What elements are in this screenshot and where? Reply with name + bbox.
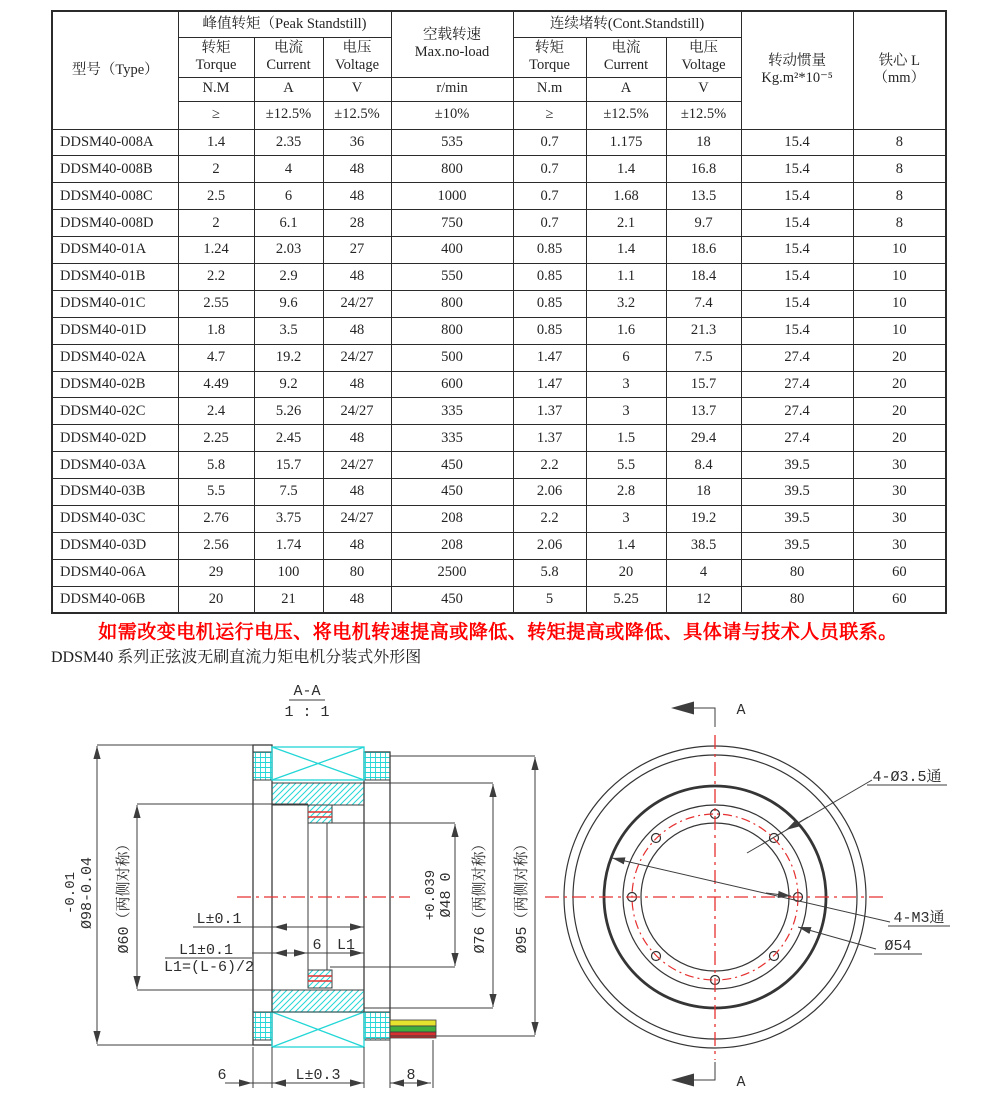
- cell-value: 29.4: [666, 425, 741, 452]
- cell-value: 1.5: [586, 425, 666, 452]
- header-cont-torque: 转矩 Torque: [513, 37, 586, 77]
- tol-peak-torque: ≥: [178, 101, 254, 129]
- cell-value: 0.85: [513, 317, 586, 344]
- winding-bowtie-top: [272, 747, 364, 780]
- cell-value: 15.4: [741, 210, 853, 237]
- header-noload-cn: 空载转速: [423, 27, 482, 44]
- cell-value: 10: [853, 263, 946, 290]
- cell-value: 39.5: [741, 532, 853, 559]
- cell-value: 10: [853, 237, 946, 264]
- table-row: [52, 559, 946, 586]
- cell-value: 800: [391, 156, 513, 183]
- cell-value: 7.5: [666, 344, 741, 371]
- cell-value: 2.03: [254, 237, 323, 264]
- cell-value: 15.7: [666, 371, 741, 398]
- label-d54: Ø54: [884, 938, 912, 955]
- cell-value: 7.5: [254, 479, 323, 506]
- cell-value: 1.74: [254, 532, 323, 559]
- cell-type: DDSM40-02B: [52, 371, 178, 398]
- header-inertia-cn: 转动惯量: [768, 53, 827, 70]
- cell-value: 12: [666, 586, 741, 613]
- header-peak-torque: 转矩 Torque: [178, 37, 254, 77]
- header-peak-voltage: 电压 Voltage: [323, 37, 391, 77]
- cell-value: 550: [391, 263, 513, 290]
- table-row: [52, 210, 946, 237]
- dim-L: L±0.1: [196, 911, 242, 928]
- cell-value: 4.49: [178, 371, 254, 398]
- cell-value: 500: [391, 344, 513, 371]
- cell-value: 21.3: [666, 317, 741, 344]
- cell-value: 2.35: [254, 129, 323, 156]
- cell-value: 24/27: [323, 290, 391, 317]
- cell-value: 0.85: [513, 290, 586, 317]
- cell-value: 5.5: [178, 479, 254, 506]
- cell-value: 1.37: [513, 398, 586, 425]
- cell-value: 0.7: [513, 210, 586, 237]
- tol-peak-voltage: ±12.5%: [323, 101, 391, 129]
- cell-value: 2.55: [178, 290, 254, 317]
- dim-L03: L±0.3: [295, 1067, 341, 1084]
- cell-type: DDSM40-06A: [52, 559, 178, 586]
- cell-value: 9.7: [666, 210, 741, 237]
- tol-cont-current: ±12.5%: [586, 101, 666, 129]
- cell-value: 20: [853, 371, 946, 398]
- winding-grid-block: [253, 1012, 272, 1040]
- header-cont-current: 电流 Current: [586, 37, 666, 77]
- dim-8: 8: [406, 1067, 416, 1084]
- cell-value: 2.2: [513, 452, 586, 479]
- cell-value: 1.37: [513, 425, 586, 452]
- cell-value: 48: [323, 317, 391, 344]
- cell-value: 0.7: [513, 183, 586, 210]
- dim-d76: Ø76（两侧对称）: [472, 836, 489, 954]
- cell-value: 10: [853, 317, 946, 344]
- table-row: [52, 479, 946, 506]
- cell-value: 9.2: [254, 371, 323, 398]
- header-inertia-unit: Kg.m²*10⁻⁵: [761, 70, 833, 87]
- label-holes-m3: 4-M3通: [893, 910, 945, 927]
- cell-type: DDSM40-008B: [52, 156, 178, 183]
- cell-value: 60: [853, 559, 946, 586]
- cell-value: 48: [323, 183, 391, 210]
- cell-value: 335: [391, 425, 513, 452]
- cell-value: 100: [254, 559, 323, 586]
- tol-cont-torque: ≥: [513, 101, 586, 129]
- cell-type: DDSM40-02A: [52, 344, 178, 371]
- winding-bowtie-bottom: [272, 1012, 364, 1047]
- cell-value: 2.25: [178, 425, 254, 452]
- cell-type: DDSM40-03A: [52, 452, 178, 479]
- cell-value: 1.8: [178, 317, 254, 344]
- cell-value: 1.175: [586, 129, 666, 156]
- cell-type: DDSM40-06B: [52, 586, 178, 613]
- cell-value: 5: [513, 586, 586, 613]
- cell-type: DDSM40-01D: [52, 317, 178, 344]
- cell-value: 27.4: [741, 371, 853, 398]
- header-inertia: [741, 11, 853, 129]
- stator-core-top: [272, 783, 364, 805]
- unit-peak-current: A: [254, 77, 323, 101]
- header-cont-voltage: 电压 Voltage: [666, 37, 741, 77]
- cell-value: 27.4: [741, 344, 853, 371]
- cell-value: 27.4: [741, 398, 853, 425]
- cell-value: 1.47: [513, 344, 586, 371]
- cell-value: 48: [323, 479, 391, 506]
- cell-type: DDSM40-01A: [52, 237, 178, 264]
- cell-value: 2.5: [178, 183, 254, 210]
- cell-value: 48: [323, 263, 391, 290]
- cell-type: DDSM40-008A: [52, 129, 178, 156]
- cell-value: 39.5: [741, 452, 853, 479]
- unit-cont-torque: N.m: [513, 77, 586, 101]
- cell-value: 30: [853, 505, 946, 532]
- section-cut-bottom: [671, 1062, 746, 1091]
- cell-value: 3.5: [254, 317, 323, 344]
- table-row: [52, 183, 946, 210]
- cell-value: 8: [853, 129, 946, 156]
- cell-value: 1.4: [586, 237, 666, 264]
- cell-value: 750: [391, 210, 513, 237]
- dim-flange-6: 6: [217, 1067, 227, 1084]
- cell-type: DDSM40-02D: [52, 425, 178, 452]
- table-row: [52, 505, 946, 532]
- cell-value: 30: [853, 452, 946, 479]
- cell-value: 20: [853, 425, 946, 452]
- cell-value: 3: [586, 505, 666, 532]
- cell-value: 6: [254, 183, 323, 210]
- dim-slot-width: 6: [312, 937, 322, 954]
- cell-value: 48: [323, 425, 391, 452]
- cell-value: 18: [666, 479, 741, 506]
- cell-value: 19.2: [254, 344, 323, 371]
- section-view: [63, 683, 535, 1088]
- cell-value: 30: [853, 532, 946, 559]
- cell-value: 1.4: [586, 156, 666, 183]
- cell-value: 15.4: [741, 263, 853, 290]
- cell-value: 800: [391, 290, 513, 317]
- cell-value: 5.26: [254, 398, 323, 425]
- cell-value: 0.7: [513, 129, 586, 156]
- cell-value: 4.7: [178, 344, 254, 371]
- cell-value: 2.2: [513, 505, 586, 532]
- table-row: [52, 317, 946, 344]
- winding-grid-block: [253, 752, 272, 780]
- table-row: [52, 263, 946, 290]
- header-core-cn: 铁心 L: [878, 53, 921, 70]
- spec-table-body: [52, 129, 946, 613]
- cell-type: DDSM40-008C: [52, 183, 178, 210]
- unit-cont-voltage: V: [666, 77, 741, 101]
- tol-cont-voltage: ±12.5%: [666, 101, 741, 129]
- cell-type: DDSM40-02C: [52, 398, 178, 425]
- cell-value: 15.4: [741, 129, 853, 156]
- cell-value: 2500: [391, 559, 513, 586]
- spec-table: [51, 10, 947, 614]
- dim-L1-short: L1: [336, 937, 356, 954]
- tol-noload: ±10%: [391, 101, 513, 129]
- table-row: [52, 371, 946, 398]
- cell-type: DDSM40-03C: [52, 505, 178, 532]
- table-row: [52, 532, 946, 559]
- section-cut-top: [671, 702, 746, 728]
- dim-d98-tolerance: -0.01: [63, 871, 79, 915]
- voltage-change-notice: 如需改变电机运行电压、将电机转速提高或降低、转矩提高或降低、具体请与技术人员联系。: [98, 622, 898, 643]
- header-core: [853, 11, 946, 129]
- cell-value: 27: [323, 237, 391, 264]
- cell-value: 1000: [391, 183, 513, 210]
- cell-value: 48: [323, 371, 391, 398]
- cell-value: 15.4: [741, 317, 853, 344]
- rotor-notch-bottom: [308, 970, 332, 988]
- cell-value: 15.4: [741, 290, 853, 317]
- cell-value: 208: [391, 532, 513, 559]
- cell-value: 2.06: [513, 479, 586, 506]
- unit-peak-voltage: V: [323, 77, 391, 101]
- section-scale: 1 : 1: [284, 704, 330, 721]
- section-title: A-A: [293, 683, 321, 700]
- cell-value: 1.6: [586, 317, 666, 344]
- winding-grid-block: [364, 1012, 390, 1040]
- cell-value: 28: [323, 210, 391, 237]
- cell-value: 48: [323, 586, 391, 613]
- cell-value: 9.6: [254, 290, 323, 317]
- cell-value: 2.2: [178, 263, 254, 290]
- header-noload: [391, 11, 513, 77]
- lead-wires-block: [390, 1020, 436, 1038]
- cell-value: 24/27: [323, 344, 391, 371]
- table-row: [52, 129, 946, 156]
- cell-value: 18.4: [666, 263, 741, 290]
- cell-value: 15.4: [741, 183, 853, 210]
- cell-value: 4: [254, 156, 323, 183]
- cell-value: 20: [178, 586, 254, 613]
- cell-value: 450: [391, 452, 513, 479]
- unit-peak-torque: N.M: [178, 77, 254, 101]
- cell-value: 2.9: [254, 263, 323, 290]
- cell-value: 21: [254, 586, 323, 613]
- cell-value: 5.8: [513, 559, 586, 586]
- cell-value: 20: [853, 398, 946, 425]
- cell-value: 450: [391, 586, 513, 613]
- cell-value: 2.76: [178, 505, 254, 532]
- table-row: [52, 586, 946, 613]
- dim-d98: Ø98-0.04: [79, 856, 96, 930]
- cell-value: 4: [666, 559, 741, 586]
- cell-value: 2.45: [254, 425, 323, 452]
- cell-value: 3: [586, 371, 666, 398]
- cell-type: DDSM40-008D: [52, 210, 178, 237]
- right-end-plate: [364, 752, 390, 1038]
- cell-value: 7.4: [666, 290, 741, 317]
- outline-drawing-caption: DDSM40 系列正弦波无刷直流力矩电机分装式外形图: [51, 649, 422, 666]
- cell-value: 6.1: [254, 210, 323, 237]
- cell-value: 24/27: [323, 505, 391, 532]
- cell-value: 2.8: [586, 479, 666, 506]
- table-row: [52, 237, 946, 264]
- dim-d48: Ø48 0: [438, 872, 455, 918]
- cell-value: 2.56: [178, 532, 254, 559]
- cell-value: 2.4: [178, 398, 254, 425]
- cell-value: 6: [586, 344, 666, 371]
- cell-value: 208: [391, 505, 513, 532]
- cell-value: 2: [178, 210, 254, 237]
- cell-value: 0.85: [513, 237, 586, 264]
- cell-value: 5.5: [586, 452, 666, 479]
- cell-value: 8.4: [666, 452, 741, 479]
- cell-value: 335: [391, 398, 513, 425]
- cell-value: 24/27: [323, 452, 391, 479]
- cell-value: 27.4: [741, 425, 853, 452]
- cell-value: 30: [853, 479, 946, 506]
- rotor-notch-top: [308, 805, 332, 823]
- cell-value: 800: [391, 317, 513, 344]
- cell-value: 1.4: [178, 129, 254, 156]
- header-type: 型号（Type）: [52, 11, 178, 129]
- cell-value: 39.5: [741, 479, 853, 506]
- cell-value: 2: [178, 156, 254, 183]
- cell-value: 24/27: [323, 398, 391, 425]
- cell-value: 20: [586, 559, 666, 586]
- cell-value: 18.6: [666, 237, 741, 264]
- cell-value: 80: [741, 586, 853, 613]
- dim-d95: Ø95（两侧对称）: [514, 836, 531, 954]
- table-row: [52, 290, 946, 317]
- cell-value: 1.4: [586, 532, 666, 559]
- winding-grid-block: [364, 752, 390, 780]
- dim-L1: L1±0.1: [178, 942, 234, 959]
- cell-value: 400: [391, 237, 513, 264]
- outline-drawing: [0, 677, 1000, 1112]
- cell-value: 600: [391, 371, 513, 398]
- cell-value: 1.68: [586, 183, 666, 210]
- cell-value: 1.24: [178, 237, 254, 264]
- cell-value: 15.4: [741, 237, 853, 264]
- cell-value: 450: [391, 479, 513, 506]
- left-flange-plate: [253, 745, 272, 1045]
- cell-value: 0.85: [513, 263, 586, 290]
- cell-value: 36: [323, 129, 391, 156]
- cell-value: 3.2: [586, 290, 666, 317]
- cell-value: 5.8: [178, 452, 254, 479]
- cell-value: 29: [178, 559, 254, 586]
- cell-value: 2.06: [513, 532, 586, 559]
- dim-d48-tolerance: +0.039: [423, 869, 439, 921]
- unit-noload: r/min: [391, 77, 513, 101]
- cell-value: 18: [666, 129, 741, 156]
- header-noload-en: Max.no-load: [414, 44, 490, 61]
- table-row: [52, 452, 946, 479]
- cell-value: 3.75: [254, 505, 323, 532]
- cell-value: 2.1: [586, 210, 666, 237]
- cell-value: 39.5: [741, 505, 853, 532]
- cell-value: 10: [853, 290, 946, 317]
- cell-type: DDSM40-03D: [52, 532, 178, 559]
- table-row: [52, 398, 946, 425]
- cell-value: 19.2: [666, 505, 741, 532]
- header-peak-group: 峰值转矩（Peak Standstill): [178, 11, 391, 37]
- cell-value: 8: [853, 156, 946, 183]
- spec-table-header: [52, 11, 946, 129]
- cell-value: 1.47: [513, 371, 586, 398]
- stator-core-bottom: [272, 990, 364, 1012]
- header-peak-current: 电流 Current: [254, 37, 323, 77]
- header-core-unit: （mm）: [873, 70, 926, 87]
- cell-value: 15.7: [254, 452, 323, 479]
- table-row: [52, 344, 946, 371]
- cut-label-top: A: [736, 702, 746, 719]
- cell-value: 48: [323, 156, 391, 183]
- dim-d60: Ø60（两侧对称）: [116, 836, 133, 954]
- cell-type: DDSM40-01C: [52, 290, 178, 317]
- cell-value: 80: [741, 559, 853, 586]
- cell-value: 3: [586, 398, 666, 425]
- cell-value: 535: [391, 129, 513, 156]
- cell-value: 8: [853, 183, 946, 210]
- cell-value: 16.8: [666, 156, 741, 183]
- cell-value: 60: [853, 586, 946, 613]
- unit-cont-current: A: [586, 77, 666, 101]
- cell-value: 80: [323, 559, 391, 586]
- cell-value: 0.7: [513, 156, 586, 183]
- cell-value: 15.4: [741, 156, 853, 183]
- circular-view: [545, 702, 950, 1092]
- tol-peak-current: ±12.5%: [254, 101, 323, 129]
- cell-value: 1.1: [586, 263, 666, 290]
- cell-value: 13.7: [666, 398, 741, 425]
- cell-value: 38.5: [666, 532, 741, 559]
- cell-value: 13.5: [666, 183, 741, 210]
- cell-value: 48: [323, 532, 391, 559]
- cell-type: DDSM40-03B: [52, 479, 178, 506]
- table-row: [52, 425, 946, 452]
- cell-value: 8: [853, 210, 946, 237]
- cell-value: 5.25: [586, 586, 666, 613]
- cell-type: DDSM40-01B: [52, 263, 178, 290]
- label-holes-35: 4-Ø3.5通: [872, 769, 942, 786]
- dim-L1-formula: L1=(L-6)/2: [163, 959, 255, 976]
- header-cont-group: 连续堵转(Cont.Standstill): [513, 11, 741, 37]
- cell-value: 20: [853, 344, 946, 371]
- cut-label-bottom: A: [736, 1074, 746, 1091]
- table-row: [52, 156, 946, 183]
